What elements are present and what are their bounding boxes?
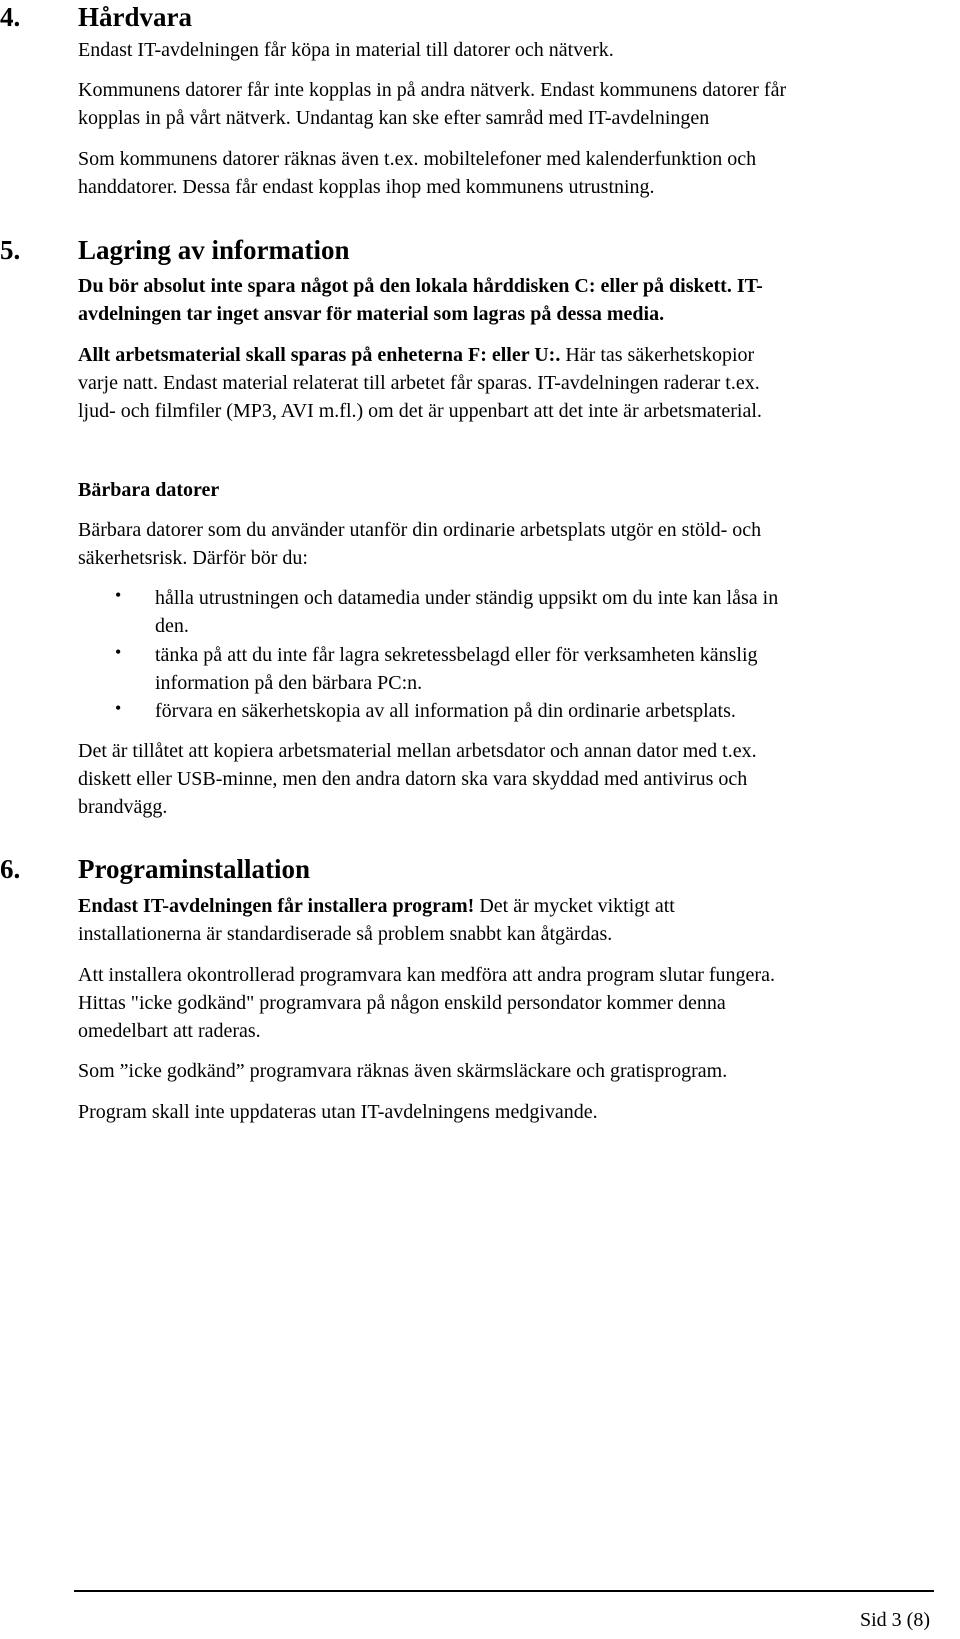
paragraph: Du bör absolut inte spara något på den lokala hårddisken C: eller på diskett. IT- — [78, 275, 763, 297]
list-item: tänka på att du inte får lagra sekretessbelagd eller för verksamheten känslig — [155, 644, 758, 666]
text: Det är mycket viktigt att — [474, 895, 675, 917]
paragraph: Att installera okontrollerad programvara kan medföra att andra program slutar fungera. — [78, 964, 775, 986]
bold-text: Allt arbetsmaterial skall sparas på enheterna F: eller U:. — [78, 344, 561, 366]
paragraph: säkerhetsrisk. Därför bör du: — [78, 547, 308, 569]
paragraph: Som kommunens datorer räknas även t.ex. mobiltelefoner med kalenderfunktion och — [78, 148, 757, 170]
section-number: 5. — [0, 235, 21, 265]
paragraph: Endast IT-avdelningen får köpa in material till datorer och nätverk. — [78, 39, 614, 61]
paragraph: Hittas "icke godkänd" programvara på någon enskild persondator kommer denna — [78, 992, 726, 1014]
paragraph: ljud- och filmfiler (MP3, AVI m.fl.) om det är uppenbart att det inte är arbetsmaterial. — [78, 400, 762, 422]
paragraph — [78, 892, 938, 920]
section-title: Lagring av information — [78, 235, 350, 265]
page-number: Sid 3 (8) — [860, 1609, 930, 1631]
paragraph: brandvägg. — [78, 796, 168, 818]
bullet-icon: • — [115, 585, 122, 605]
paragraph: Kommunens datorer får inte kopplas in på andra nätverk. Endast kommunens datorer får — [78, 79, 787, 101]
paragraph: installationerna är standardiserade så problem snabbt kan åtgärdas. — [78, 923, 613, 945]
section-number: 4. — [0, 2, 21, 32]
paragraph: omedelbart att raderas. — [78, 1020, 261, 1042]
section-title: Hårdvara — [78, 2, 192, 32]
paragraph: Som ”icke godkänd” programvara räknas även skärmsläckare och gratisprogram. — [78, 1060, 728, 1082]
paragraph — [78, 341, 938, 369]
paragraph: handdatorer. Dessa får endast kopplas ihop med kommunens utrustning. — [78, 176, 655, 198]
paragraph: varje natt. Endast material relaterat till arbetet får sparas. IT-avdelningen raderar t.ex. — [78, 372, 760, 394]
paragraph: diskett eller USB-minne, men den andra datorn ska vara skyddad med antivirus och — [78, 768, 748, 790]
text: Här tas säkerhetskopior — [560, 344, 755, 366]
section-number: 6. — [0, 854, 21, 884]
list-item: den. — [155, 615, 189, 637]
list-item: förvara en säkerhetskopia av all information på din ordinarie arbetsplats. — [155, 700, 736, 722]
bold-text: Endast IT-avdelningen får installera program! — [78, 895, 475, 917]
paragraph: Program skall inte uppdateras utan IT-avdelningens medgivande. — [78, 1101, 598, 1123]
footer-divider — [74, 1590, 934, 1592]
sub-heading: Bärbara datorer — [78, 479, 220, 501]
list-item: information på den bärbara PC:n. — [155, 672, 423, 694]
paragraph: kopplas in på vårt nätverk. Undantag kan ske efter samråd med IT-avdelningen — [78, 107, 710, 129]
bullet-icon: • — [115, 698, 122, 718]
paragraph: Bärbara datorer som du använder utanför din ordinarie arbetsplats utgör en stöld- och — [78, 519, 762, 541]
section-title: Programinstallation — [78, 854, 310, 884]
paragraph: Det är tillåtet att kopiera arbetsmaterial mellan arbetsdator och annan dator med t.ex. — [78, 740, 757, 762]
paragraph: avdelningen tar inget ansvar för material som lagras på dessa media. — [78, 303, 665, 325]
list-item: hålla utrustningen och datamedia under ständig uppsikt om du inte kan låsa in — [155, 587, 779, 609]
bullet-icon: • — [115, 642, 122, 662]
